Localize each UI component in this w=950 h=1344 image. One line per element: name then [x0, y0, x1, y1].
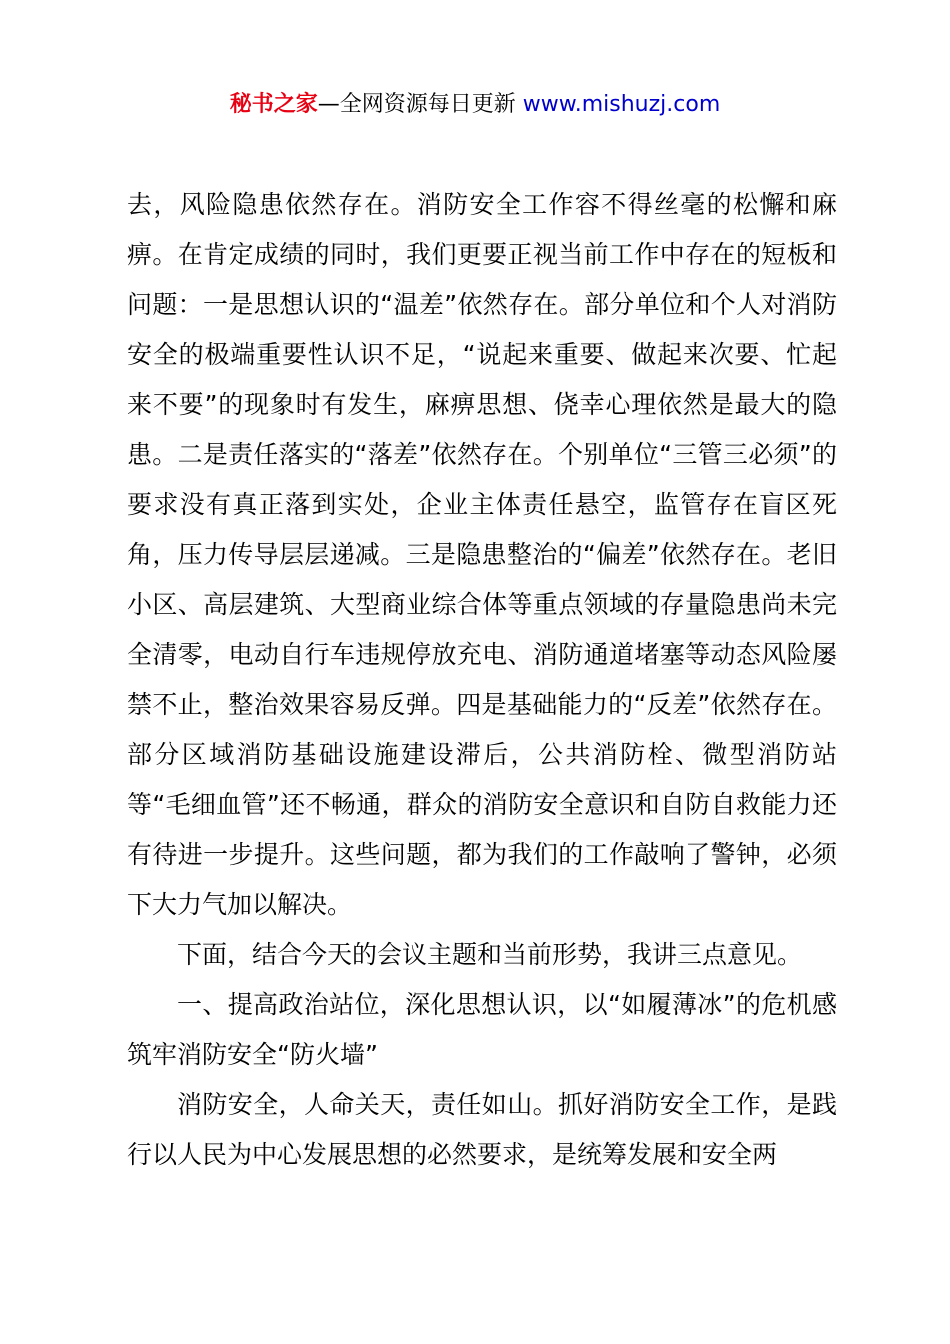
site-url-link[interactable]: www.mishuzj.com — [522, 92, 721, 117]
brand-name: 秘书之家 — [229, 92, 318, 117]
document-header — [0, 88, 950, 122]
document-body — [127, 180, 837, 1180]
body-paragraph-1: 去，风险隐患依然存在。消防安全工作容不得丝毫的松懈和麻痹。在肯定成绩的同时，我们更要正视当前工作中存在的短板和问题：一是思想认识的“温差”依然存在。部分单位和个人对消防安全的极端重要性认识不足，“说起来重要、做起来次要、忙起来不要”的现象时有发生，麻痹思想、侥幸心理依然是最大的隐患。二是责任落实的“落差”依然存在。个别单位“三管三必须”的要求没有真正落到实处，企业主体责任悬空，监管存在盲区死角，压力传导层层递减。三是隐患整治的“偏差”依然存在。老旧小区、高层建筑、大型商业综合体等重点领域的存量隐患尚未完全清零，电动自行车违规停放充电、消防通道堵塞等动态风险屡禁不止，整治效果容易反弹。四是基础能力的“反差”依然存在。部分区域消防基础设施建设滞后，公共消防栓、微型消防站等“毛细血管”还不畅通，群众的消防安全意识和自防自救能力还有待进一步提升。这些问题，都为我们的工作敲响了警钟，必须下大力气加以解决。 — [127, 190, 837, 919]
section-heading-1: 一、提高政治站位，深化思想认识，以“如履薄冰”的危机感筑牢消防安全“防火墙” — [127, 990, 837, 1069]
header-tagline: —全网资源每日更新 — [317, 92, 523, 117]
body-paragraph-3: 消防安全，人命关天，责任如山。抓好消防安全工作，是践行以人民为中心发展思想的必然要求，是统筹发展和安全两 — [127, 1090, 837, 1169]
body-paragraph-2: 下面，结合今天的会议主题和当前形势，我讲三点意见。 — [177, 940, 803, 969]
